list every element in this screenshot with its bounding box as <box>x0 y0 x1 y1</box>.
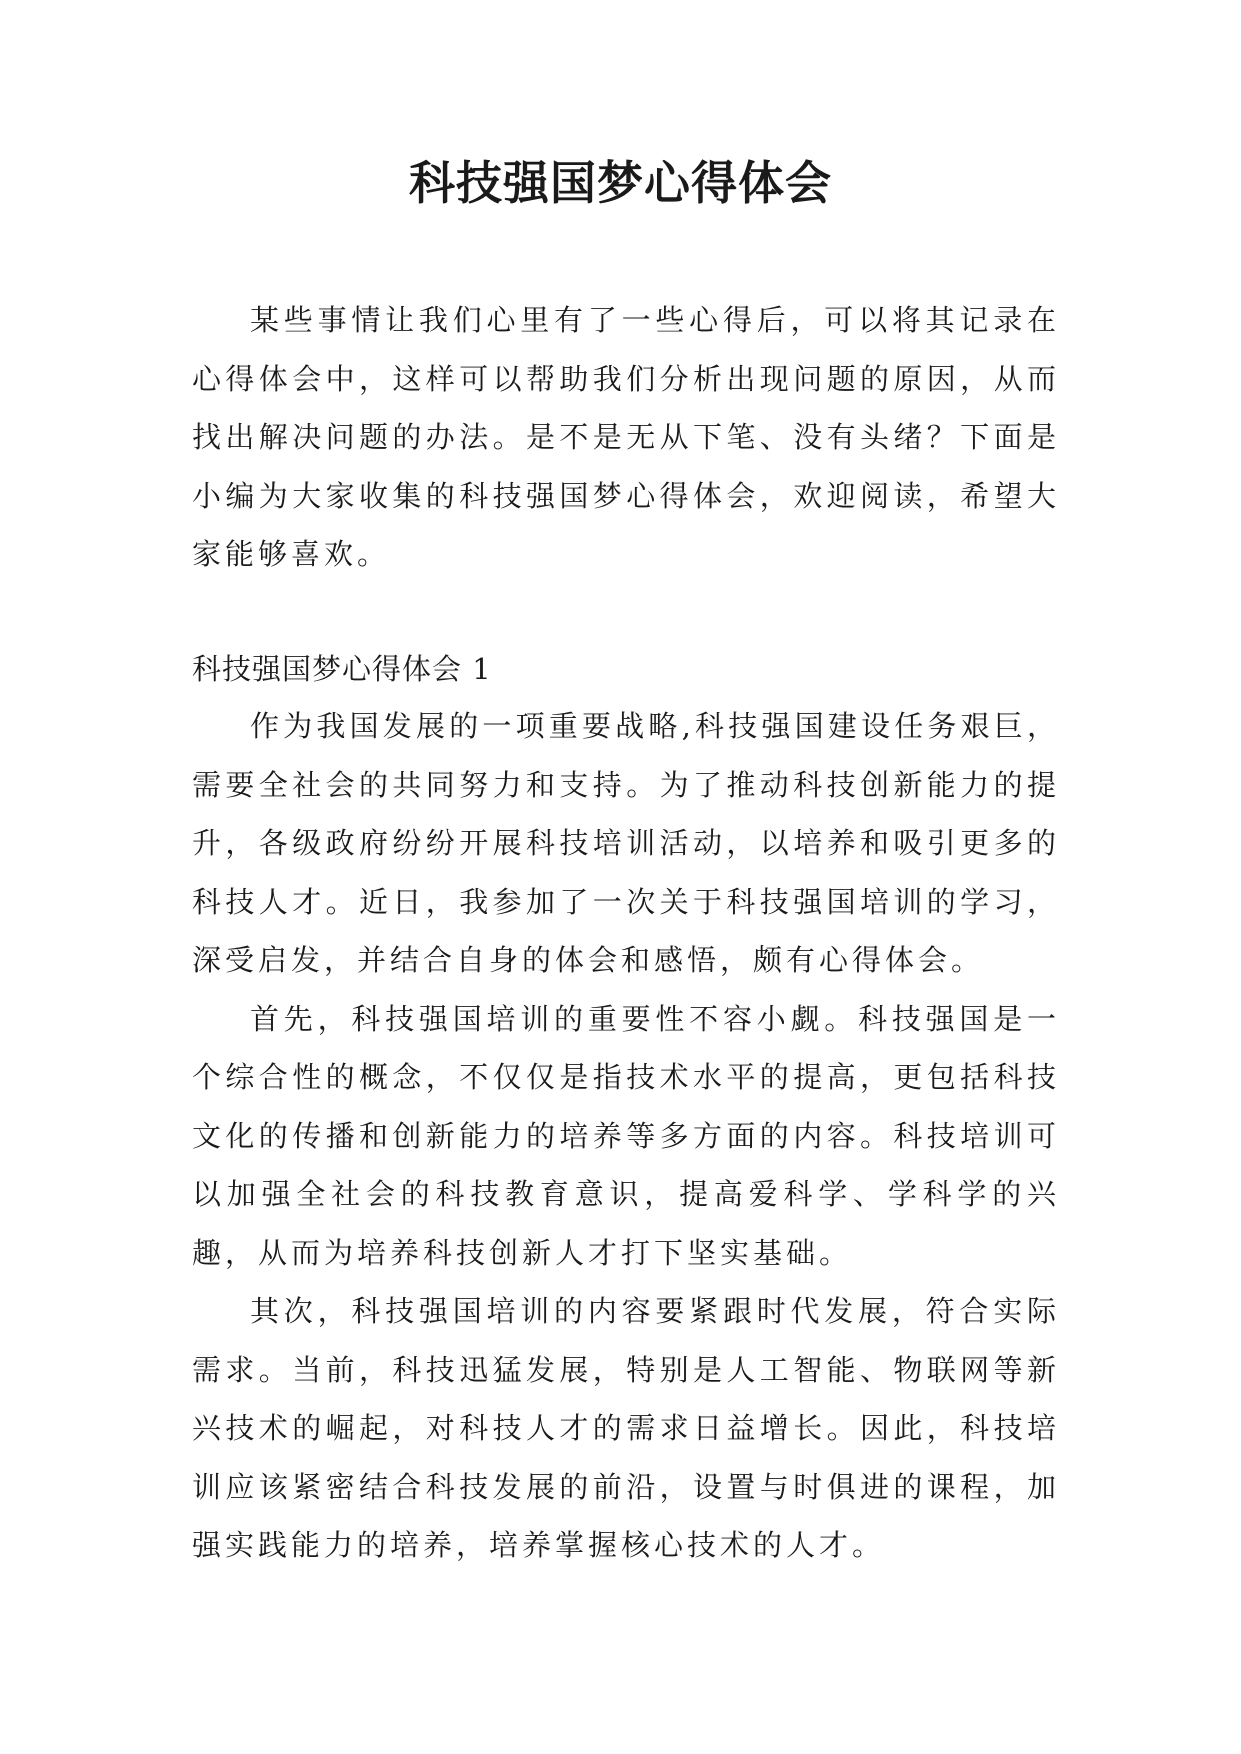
section-body <box>192 697 1060 1575</box>
body-paragraph: 作为我国发展的一项重要战略,科技强国建设任务艰巨，需要全社会的共同努力和支持。为了推动科技创新能力的提升，各级政府纷纷开展科技培训活动，以培养和吸引更多的科技人才。近日，我参加了一次关于科技强国培训的学习，深受启发，并结合自身的体会和感悟，颇有心得体会。 <box>192 709 1060 977</box>
section-heading: 科技强国梦心得体会 1 <box>192 652 492 686</box>
intro-paragraph: 某些事情让我们心里有了一些心得后，可以将其记录在心得体会中，这样可以帮助我们分析出现问题的原因，从而找出解决问题的办法。是不是无从下笔、没有头绪？下面是小编为大家收集的科技强国梦心得体会，欢迎阅读，希望大家能够喜欢。 <box>192 303 1060 571</box>
body-paragraph: 首先，科技强国培训的重要性不容小觑。科技强国是一个综合性的概念，不仅仅是指技术水平的提高，更包括科技文化的传播和创新能力的培养等多方面的内容。科技培训可以加强全社会的科技教育意识，提高爱科学、学科学的兴趣，从而为培养科技创新人才打下坚实基础。 <box>192 1001 1060 1270</box>
body-paragraph: 其次，科技强国培训的内容要紧跟时代发展，符合实际需求。当前，科技迅猛发展，特别是人工智能、物联网等新兴技术的崛起，对科技人才的需求日益增长。因此，科技培训应该紧密结合科技发展的前沿，设置与时俱进的课程，加强实践能力的培养，培养掌握核心技术的人才。 <box>192 1294 1060 1562</box>
intro-section <box>192 291 1060 584</box>
document-title: 科技强国梦心得体会 <box>409 156 832 210</box>
